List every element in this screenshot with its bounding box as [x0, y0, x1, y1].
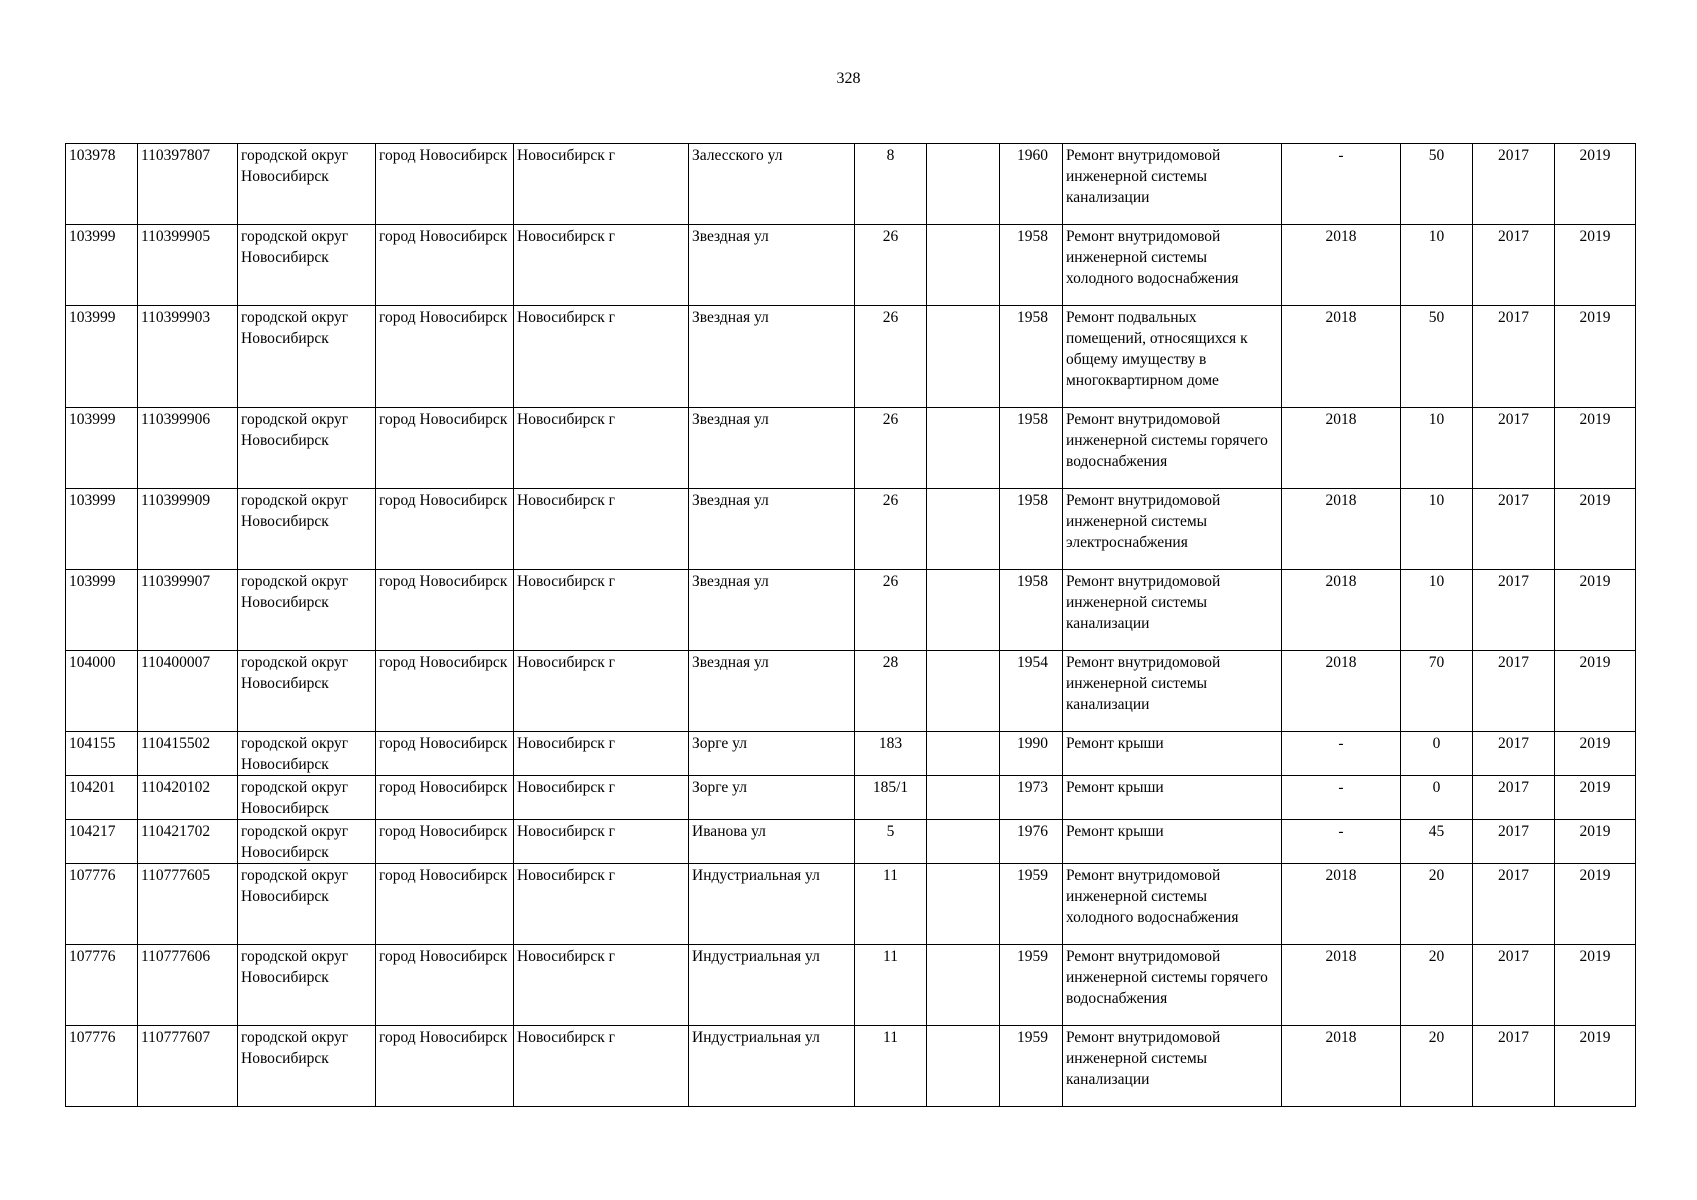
build-year-cell: 1958	[1000, 489, 1063, 570]
period-start-cell: 2017	[1473, 408, 1555, 489]
work-id-cell: 110399905	[138, 225, 238, 306]
period-start-cell: 2017	[1473, 820, 1555, 864]
build-year-cell: 1990	[1000, 732, 1063, 776]
period-start-cell: 2017	[1473, 225, 1555, 306]
work-type-cell: Ремонт внутридомовой инженерной системы канализации	[1063, 570, 1282, 651]
street-cell: Зорге ул	[689, 732, 855, 776]
house-id-cell: 103999	[66, 570, 138, 651]
locality-cell: Новосибирск г	[514, 144, 689, 225]
building-cell	[927, 945, 1000, 1026]
house-number-cell: 11	[855, 864, 927, 945]
wear-percent-cell: 20	[1401, 1026, 1473, 1107]
municipality-cell: городской округ Новосибирск	[238, 306, 376, 408]
prev-repair-year-cell: 2018	[1282, 489, 1401, 570]
period-start-cell: 2017	[1473, 489, 1555, 570]
settlement-cell: город Новосибирск	[376, 820, 514, 864]
period-end-cell: 2019	[1555, 570, 1636, 651]
build-year-cell: 1954	[1000, 651, 1063, 732]
work-id-cell: 110777605	[138, 864, 238, 945]
build-year-cell: 1959	[1000, 945, 1063, 1026]
settlement-cell: город Новосибирск	[376, 570, 514, 651]
work-id-cell: 110421702	[138, 820, 238, 864]
street-cell: Звездная ул	[689, 570, 855, 651]
period-end-cell: 2019	[1555, 408, 1636, 489]
prev-repair-year-cell: 2018	[1282, 864, 1401, 945]
work-type-cell: Ремонт внутридомовой инженерной системы горячего водоснабжения	[1063, 408, 1282, 489]
house-id-cell: 103999	[66, 489, 138, 570]
prev-repair-year-cell: -	[1282, 820, 1401, 864]
work-id-cell: 110399907	[138, 570, 238, 651]
house-number-cell: 26	[855, 570, 927, 651]
locality-cell: Новосибирск г	[514, 864, 689, 945]
settlement-cell: город Новосибирск	[376, 408, 514, 489]
work-id-cell: 110399906	[138, 408, 238, 489]
work-id-cell: 110777606	[138, 945, 238, 1026]
street-cell: Звездная ул	[689, 489, 855, 570]
house-number-cell: 185/1	[855, 776, 927, 820]
municipality-cell: городской округ Новосибирск	[238, 1026, 376, 1107]
house-id-cell: 104217	[66, 820, 138, 864]
house-number-cell: 183	[855, 732, 927, 776]
table-row	[66, 1026, 1636, 1107]
house-id-cell: 104000	[66, 651, 138, 732]
build-year-cell: 1958	[1000, 306, 1063, 408]
house-id-cell: 107776	[66, 945, 138, 1026]
house-id-cell: 104155	[66, 732, 138, 776]
municipality-cell: городской округ Новосибирск	[238, 945, 376, 1026]
building-cell	[927, 1026, 1000, 1107]
house-number-cell: 8	[855, 144, 927, 225]
table-row	[66, 225, 1636, 306]
work-type-cell: Ремонт внутридомовой инженерной системы горячего водоснабжения	[1063, 945, 1282, 1026]
prev-repair-year-cell: -	[1282, 144, 1401, 225]
repair-register-table	[65, 143, 1636, 1107]
prev-repair-year-cell: 2018	[1282, 651, 1401, 732]
work-id-cell: 110777607	[138, 1026, 238, 1107]
building-cell	[927, 651, 1000, 732]
municipality-cell: городской округ Новосибирск	[238, 408, 376, 489]
municipality-cell: городской округ Новосибирск	[238, 144, 376, 225]
street-cell: Индустриальная ул	[689, 945, 855, 1026]
house-number-cell: 26	[855, 306, 927, 408]
prev-repair-year-cell: 2018	[1282, 225, 1401, 306]
work-id-cell: 110397807	[138, 144, 238, 225]
period-start-cell: 2017	[1473, 776, 1555, 820]
table-row	[66, 732, 1636, 776]
locality-cell: Новосибирск г	[514, 408, 689, 489]
locality-cell: Новосибирск г	[514, 489, 689, 570]
wear-percent-cell: 70	[1401, 651, 1473, 732]
wear-percent-cell: 10	[1401, 489, 1473, 570]
build-year-cell: 1959	[1000, 1026, 1063, 1107]
period-end-cell: 2019	[1555, 1026, 1636, 1107]
wear-percent-cell: 20	[1401, 945, 1473, 1026]
house-number-cell: 26	[855, 225, 927, 306]
municipality-cell: городской округ Новосибирск	[238, 570, 376, 651]
wear-percent-cell: 50	[1401, 144, 1473, 225]
wear-percent-cell: 0	[1401, 776, 1473, 820]
locality-cell: Новосибирск г	[514, 225, 689, 306]
building-cell	[927, 864, 1000, 945]
prev-repair-year-cell: -	[1282, 776, 1401, 820]
build-year-cell: 1973	[1000, 776, 1063, 820]
house-id-cell: 103999	[66, 408, 138, 489]
period-end-cell: 2019	[1555, 225, 1636, 306]
work-type-cell: Ремонт крыши	[1063, 732, 1282, 776]
wear-percent-cell: 10	[1401, 225, 1473, 306]
build-year-cell: 1958	[1000, 225, 1063, 306]
work-id-cell: 110420102	[138, 776, 238, 820]
municipality-cell: городской округ Новосибирск	[238, 732, 376, 776]
settlement-cell: город Новосибирск	[376, 732, 514, 776]
period-start-cell: 2017	[1473, 144, 1555, 225]
municipality-cell: городской округ Новосибирск	[238, 225, 376, 306]
prev-repair-year-cell: 2018	[1282, 570, 1401, 651]
work-id-cell: 110399903	[138, 306, 238, 408]
page-number: 328	[836, 70, 861, 87]
settlement-cell: город Новосибирск	[376, 306, 514, 408]
table-row	[66, 945, 1636, 1026]
period-end-cell: 2019	[1555, 776, 1636, 820]
building-cell	[927, 776, 1000, 820]
work-type-cell: Ремонт внутридомовой инженерной системы электроснабжения	[1063, 489, 1282, 570]
settlement-cell: город Новосибирск	[376, 651, 514, 732]
street-cell: Индустриальная ул	[689, 1026, 855, 1107]
period-end-cell: 2019	[1555, 651, 1636, 732]
work-id-cell: 110415502	[138, 732, 238, 776]
work-type-cell: Ремонт крыши	[1063, 820, 1282, 864]
work-type-cell: Ремонт подвальных помещений, относящихся к общему имуществу в многоквартирном доме	[1063, 306, 1282, 408]
locality-cell: Новосибирск г	[514, 820, 689, 864]
table-row	[66, 144, 1636, 225]
settlement-cell: город Новосибирск	[376, 864, 514, 945]
table-body	[66, 144, 1636, 1107]
locality-cell: Новосибирск г	[514, 1026, 689, 1107]
house-number-cell: 11	[855, 1026, 927, 1107]
wear-percent-cell: 0	[1401, 732, 1473, 776]
table-row	[66, 776, 1636, 820]
period-start-cell: 2017	[1473, 306, 1555, 408]
settlement-cell: город Новосибирск	[376, 489, 514, 570]
street-cell: Звездная ул	[689, 225, 855, 306]
building-cell	[927, 489, 1000, 570]
period-end-cell: 2019	[1555, 864, 1636, 945]
building-cell	[927, 408, 1000, 489]
house-id-cell: 107776	[66, 864, 138, 945]
work-id-cell: 110399909	[138, 489, 238, 570]
work-type-cell: Ремонт крыши	[1063, 776, 1282, 820]
work-type-cell: Ремонт внутридомовой инженерной системы канализации	[1063, 651, 1282, 732]
house-id-cell: 103978	[66, 144, 138, 225]
house-number-cell: 11	[855, 945, 927, 1026]
table-row	[66, 570, 1636, 651]
wear-percent-cell: 50	[1401, 306, 1473, 408]
street-cell: Звездная ул	[689, 408, 855, 489]
build-year-cell: 1960	[1000, 144, 1063, 225]
prev-repair-year-cell: 2018	[1282, 306, 1401, 408]
locality-cell: Новосибирск г	[514, 776, 689, 820]
locality-cell: Новосибирск г	[514, 732, 689, 776]
period-end-cell: 2019	[1555, 945, 1636, 1026]
house-id-cell: 107776	[66, 1026, 138, 1107]
period-end-cell: 2019	[1555, 489, 1636, 570]
house-number-cell: 26	[855, 489, 927, 570]
municipality-cell: городской округ Новосибирск	[238, 864, 376, 945]
settlement-cell: город Новосибирск	[376, 945, 514, 1026]
building-cell	[927, 820, 1000, 864]
building-cell	[927, 732, 1000, 776]
municipality-cell: городской округ Новосибирск	[238, 776, 376, 820]
prev-repair-year-cell: -	[1282, 732, 1401, 776]
table-row	[66, 651, 1636, 732]
wear-percent-cell: 20	[1401, 864, 1473, 945]
municipality-cell: городской округ Новосибирск	[238, 820, 376, 864]
house-number-cell: 28	[855, 651, 927, 732]
settlement-cell: город Новосибирск	[376, 1026, 514, 1107]
work-type-cell: Ремонт внутридомовой инженерной системы холодного водоснабжения	[1063, 864, 1282, 945]
building-cell	[927, 225, 1000, 306]
wear-percent-cell: 10	[1401, 408, 1473, 489]
table-row	[66, 408, 1636, 489]
settlement-cell: город Новосибирск	[376, 776, 514, 820]
house-id-cell: 103999	[66, 306, 138, 408]
street-cell: Звездная ул	[689, 306, 855, 408]
settlement-cell: город Новосибирск	[376, 144, 514, 225]
period-start-cell: 2017	[1473, 945, 1555, 1026]
period-start-cell: 2017	[1473, 732, 1555, 776]
prev-repair-year-cell: 2018	[1282, 408, 1401, 489]
building-cell	[927, 144, 1000, 225]
house-id-cell: 103999	[66, 225, 138, 306]
period-start-cell: 2017	[1473, 651, 1555, 732]
work-type-cell: Ремонт внутридомовой инженерной системы холодного водоснабжения	[1063, 225, 1282, 306]
street-cell: Звездная ул	[689, 651, 855, 732]
build-year-cell: 1976	[1000, 820, 1063, 864]
house-number-cell: 5	[855, 820, 927, 864]
municipality-cell: городской округ Новосибирск	[238, 489, 376, 570]
locality-cell: Новосибирск г	[514, 945, 689, 1026]
wear-percent-cell: 45	[1401, 820, 1473, 864]
locality-cell: Новосибирск г	[514, 651, 689, 732]
table-row	[66, 306, 1636, 408]
locality-cell: Новосибирск г	[514, 306, 689, 408]
street-cell: Залесского ул	[689, 144, 855, 225]
period-end-cell: 2019	[1555, 820, 1636, 864]
locality-cell: Новосибирск г	[514, 570, 689, 651]
build-year-cell: 1958	[1000, 570, 1063, 651]
street-cell: Иванова ул	[689, 820, 855, 864]
building-cell	[927, 570, 1000, 651]
build-year-cell: 1959	[1000, 864, 1063, 945]
table-row	[66, 489, 1636, 570]
period-start-cell: 2017	[1473, 570, 1555, 651]
work-type-cell: Ремонт внутридомовой инженерной системы канализации	[1063, 144, 1282, 225]
period-end-cell: 2019	[1555, 144, 1636, 225]
municipality-cell: городской округ Новосибирск	[238, 651, 376, 732]
table-row	[66, 820, 1636, 864]
prev-repair-year-cell: 2018	[1282, 1026, 1401, 1107]
prev-repair-year-cell: 2018	[1282, 945, 1401, 1026]
period-end-cell: 2019	[1555, 732, 1636, 776]
building-cell	[927, 306, 1000, 408]
work-id-cell: 110400007	[138, 651, 238, 732]
build-year-cell: 1958	[1000, 408, 1063, 489]
street-cell: Зорге ул	[689, 776, 855, 820]
wear-percent-cell: 10	[1401, 570, 1473, 651]
street-cell: Индустриальная ул	[689, 864, 855, 945]
period-start-cell: 2017	[1473, 1026, 1555, 1107]
period-end-cell: 2019	[1555, 306, 1636, 408]
period-start-cell: 2017	[1473, 864, 1555, 945]
settlement-cell: город Новосибирск	[376, 225, 514, 306]
house-id-cell: 104201	[66, 776, 138, 820]
table-row	[66, 864, 1636, 945]
house-number-cell: 26	[855, 408, 927, 489]
work-type-cell: Ремонт внутридомовой инженерной системы канализации	[1063, 1026, 1282, 1107]
